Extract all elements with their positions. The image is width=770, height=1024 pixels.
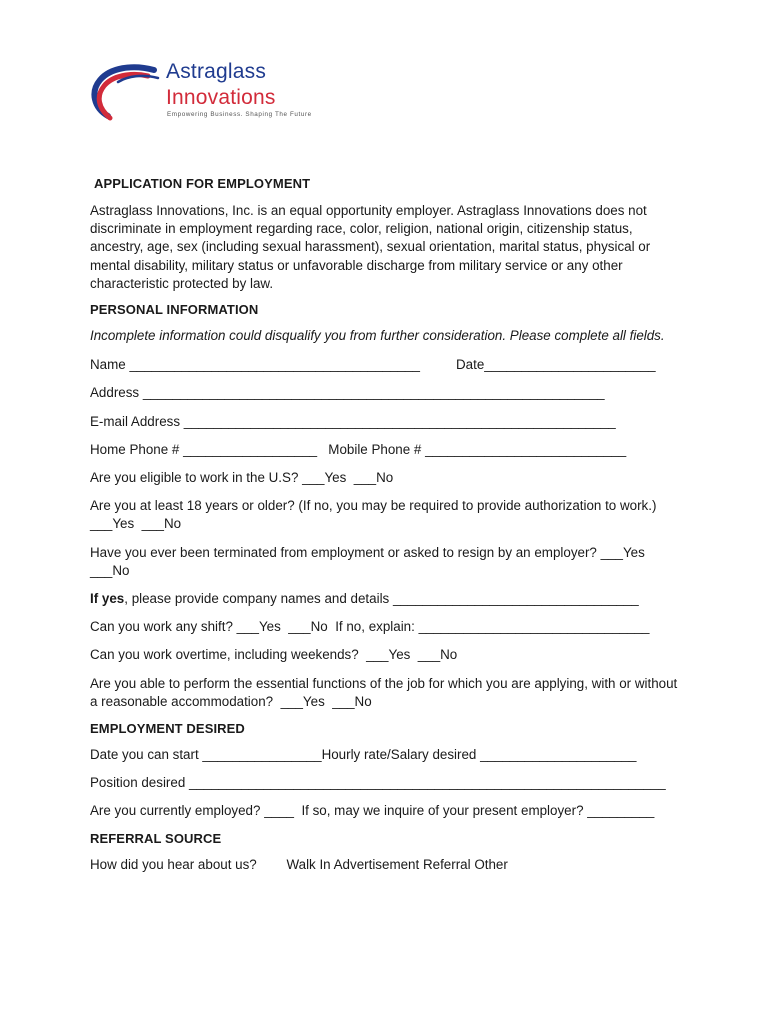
position-field[interactable]: ________________________________________________________________ — [189, 775, 666, 791]
referral-option-referral[interactable]: Referral — [422, 856, 471, 872]
inquire-field[interactable]: _________ — [587, 803, 655, 819]
name-field[interactable]: _______________________________________ — [129, 357, 420, 373]
referral-option-advertisement[interactable]: Advertisement — [333, 856, 420, 872]
if-yes-label: If yes — [90, 591, 125, 607]
logo-wordmark-line1: Astraglass — [166, 60, 267, 83]
functions-row — [90, 675, 680, 711]
shift-explain-label: If no, explain: — [335, 619, 415, 635]
age-yes-option[interactable]: ___Yes — [90, 516, 135, 532]
swoosh-logo-icon — [88, 58, 168, 126]
company-details-field[interactable]: _________________________________ — [392, 591, 639, 607]
email-row — [90, 413, 680, 431]
employed-field[interactable]: ____ — [264, 803, 294, 819]
date-field[interactable]: _______________________ — [484, 357, 656, 373]
currently-employed-row — [90, 802, 680, 820]
company-logo — [88, 58, 312, 126]
form-content — [90, 176, 680, 884]
referral-option-other[interactable]: Other — [474, 856, 508, 872]
referral-option-walk-in[interactable]: Walk In — [286, 856, 331, 872]
overtime-question: Can you work overtime, including weekends? — [90, 647, 359, 663]
employed-question: Are you currently employed? — [90, 803, 261, 819]
eligibility-no-option[interactable]: ___No — [353, 470, 394, 486]
mobile-phone-label: Mobile Phone # — [328, 441, 422, 457]
employment-desired-heading: EMPLOYMENT DESIRED — [90, 721, 245, 737]
inquire-question: If so, may we inquire of your present employer? — [301, 803, 584, 819]
date-label: Date — [456, 357, 485, 373]
phone-row — [90, 441, 680, 459]
terminated-no-option[interactable]: ___No — [90, 562, 130, 578]
shift-yes-option[interactable]: ___Yes — [236, 619, 281, 635]
start-date-field[interactable]: ________________ — [202, 747, 322, 763]
if-yes-text: , please provide company names and details — [124, 591, 390, 607]
logo-wordmark-line2: Innovations — [166, 86, 276, 109]
overtime-no-option[interactable]: ___No — [417, 647, 458, 663]
page-title: APPLICATION FOR EMPLOYMENT — [94, 176, 311, 191]
start-date-label: Date you can start — [90, 747, 199, 763]
position-label: Position desired — [90, 775, 186, 791]
rate-field[interactable]: _____________________ — [480, 747, 637, 763]
mobile-phone-field[interactable]: ___________________________ — [425, 441, 627, 457]
eligibility-question: Are you eligible to work in the U.S? — [90, 470, 299, 486]
rate-label: Hourly rate/Salary desired — [321, 747, 477, 763]
eeo-statement: Astraglass Innovations, Inc. is an equal opportunity employer. Astraglass Innovations does not discriminate in employment regarding race, color, religion, national origin, citizenship status, ancestry, age, sex (including sexual harassment), sexual orientation, marital status, physical or mental disability, military status or unfavorable discharge from military service or any other characteristic protected by law. — [90, 203, 651, 291]
functions-no-option[interactable]: ___No — [332, 693, 372, 709]
terminated-question: Have you ever been terminated from employment or asked to resign by an employer? — [90, 544, 597, 560]
referral-question: How did you hear about us? — [90, 856, 257, 872]
name-date-row — [90, 356, 680, 374]
email-field[interactable]: __________________________________________________________ — [183, 413, 616, 429]
if-yes-row — [90, 590, 680, 608]
age-row — [90, 497, 680, 533]
shift-question: Can you work any shift? — [90, 619, 233, 635]
logo-tagline: Empowering Business. Shaping The Future — [167, 111, 312, 118]
functions-yes-option[interactable]: ___Yes — [280, 693, 325, 709]
referral-row — [90, 856, 680, 874]
functions-question: Are you able to perform the essential functions of the job for which you are applying, with or without a reasonable accommodation? — [90, 675, 678, 709]
address-row — [90, 384, 680, 402]
overtime-yes-option[interactable]: ___Yes — [366, 647, 411, 663]
home-phone-field[interactable]: __________________ — [183, 441, 318, 457]
age-question: Are you at least 18 years or older? (If no, you may be required to provide authorization to work.) — [90, 498, 657, 514]
start-rate-row — [90, 746, 680, 764]
shift-row — [90, 618, 680, 636]
home-phone-label: Home Phone # — [90, 441, 180, 457]
overtime-row — [90, 646, 680, 664]
eligibility-yes-option[interactable]: ___Yes — [302, 470, 347, 486]
address-label: Address — [90, 385, 140, 401]
email-label: E-mail Address — [90, 413, 181, 429]
completion-note: Incomplete information could disqualify you from further consideration. Please complete all fields. — [90, 328, 665, 344]
shift-explain-field[interactable]: _______________________________ — [418, 619, 650, 635]
referral-source-heading: REFERRAL SOURCE — [90, 830, 222, 846]
position-row — [90, 774, 680, 792]
age-no-option[interactable]: ___No — [141, 516, 182, 532]
name-label: Name — [90, 357, 126, 373]
address-field[interactable]: ______________________________________________________________ — [142, 385, 605, 401]
terminated-row — [90, 544, 680, 580]
shift-no-option[interactable]: ___No — [288, 619, 328, 635]
eligibility-row — [90, 469, 680, 487]
terminated-yes-option[interactable]: ___Yes — [600, 544, 645, 560]
personal-info-heading: PERSONAL INFORMATION — [90, 302, 259, 318]
